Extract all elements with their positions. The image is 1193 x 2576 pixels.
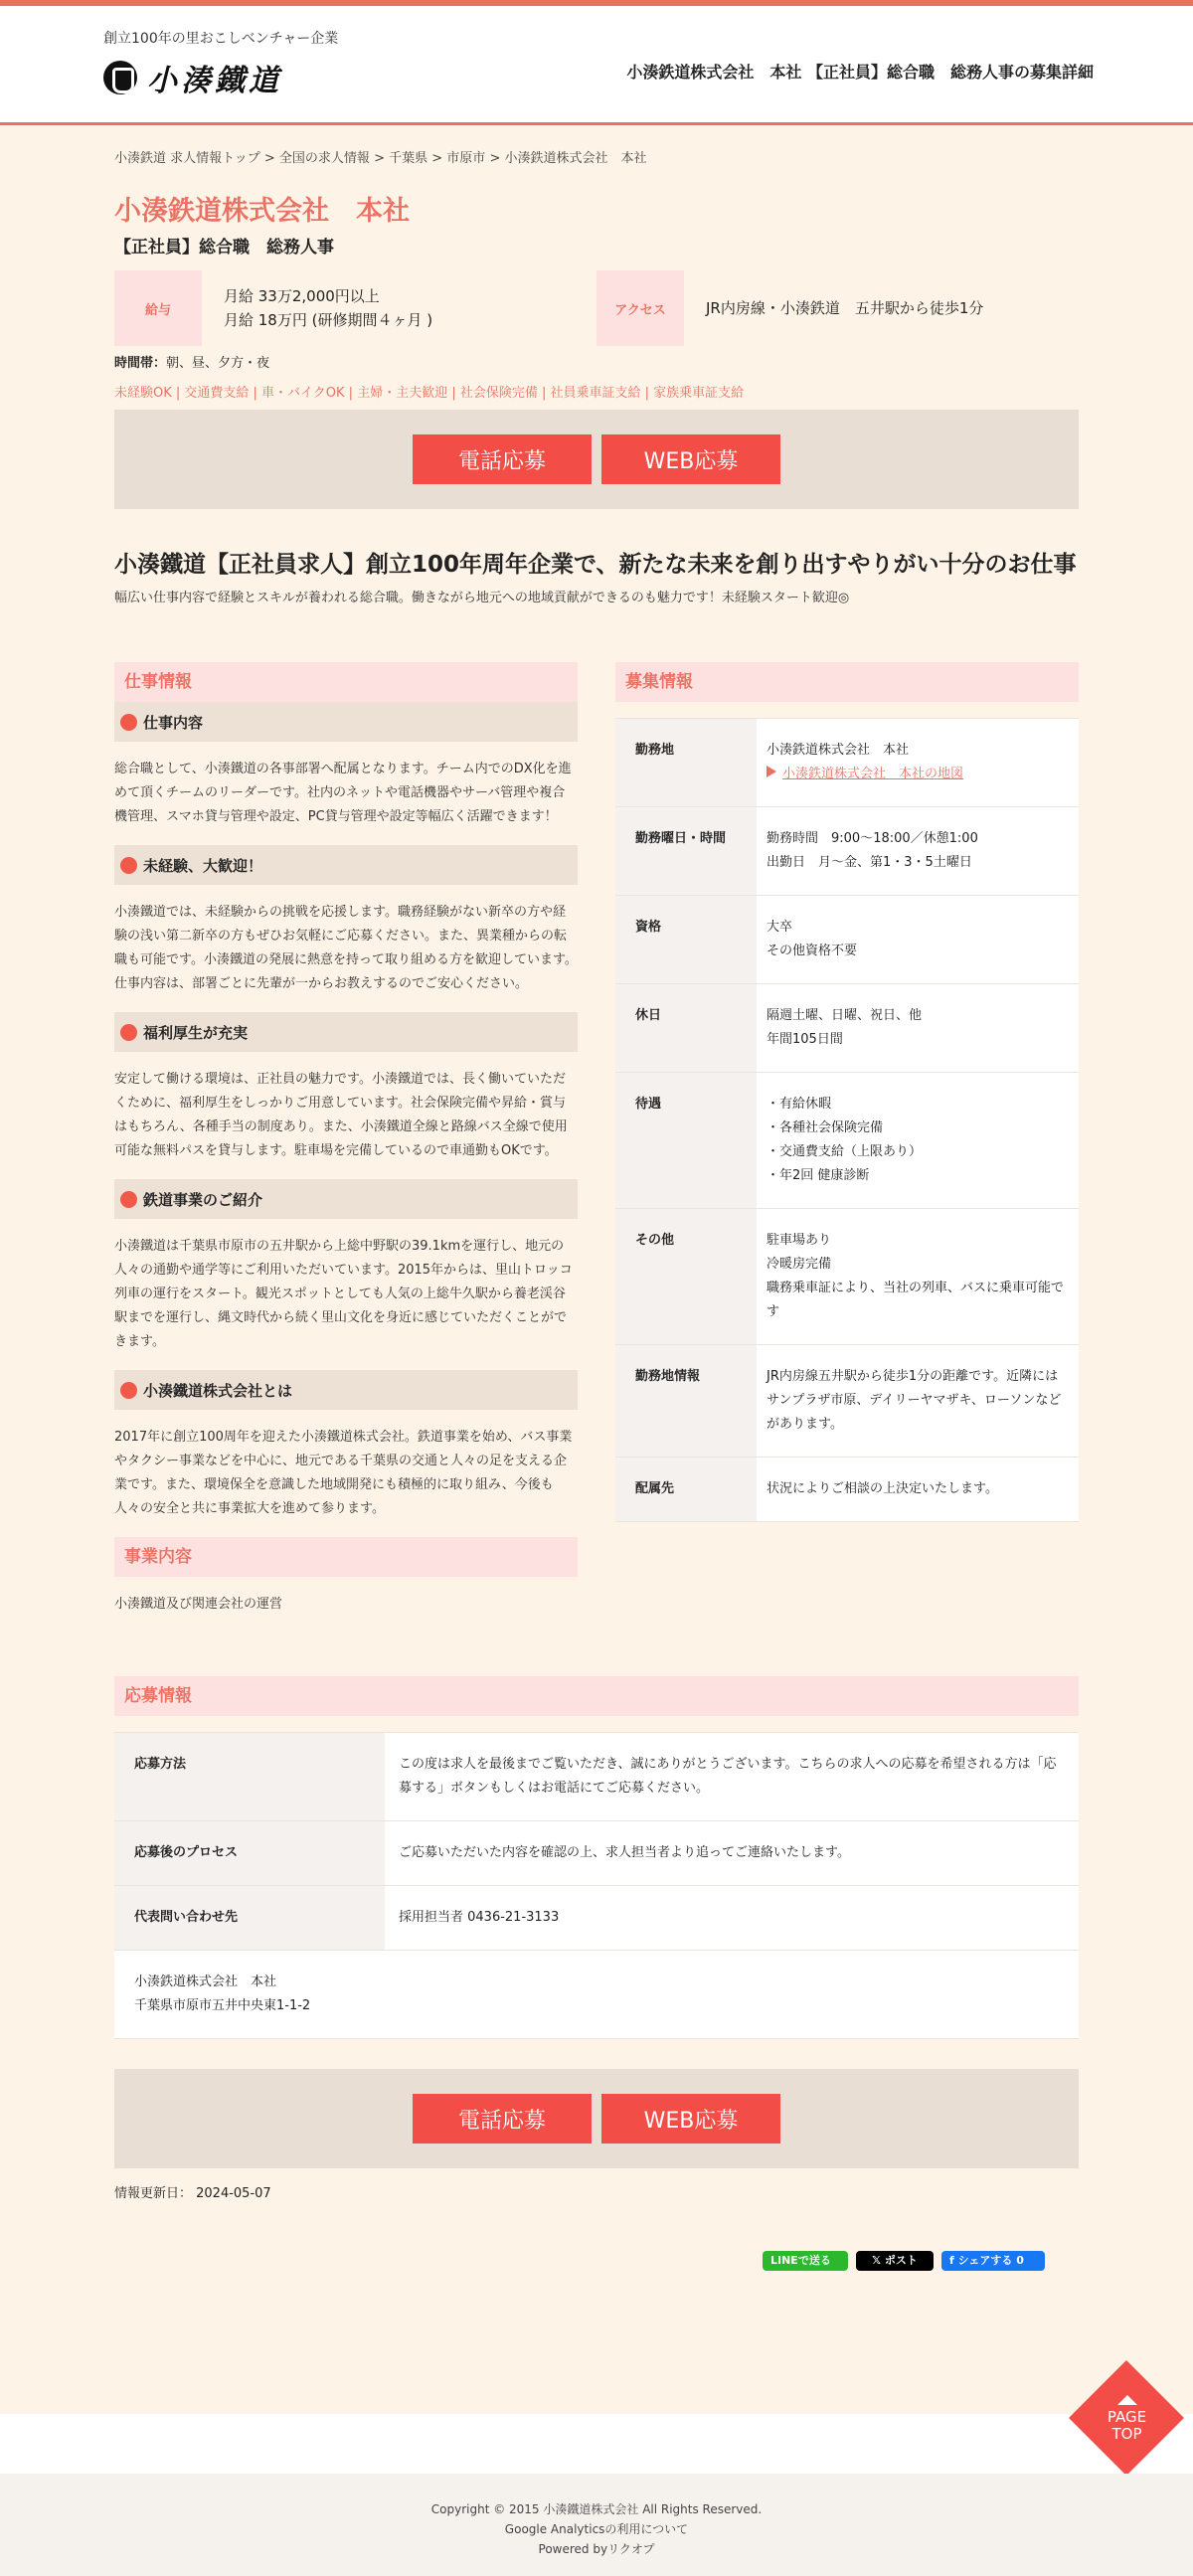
phone-apply-button[interactable]: 電話応募: [413, 2094, 592, 2144]
table-row: [615, 1072, 1079, 1208]
salary-line-1: 月給 33万2,000円以上: [224, 287, 380, 305]
footer-spacer: [0, 2414, 1193, 2474]
site-header: [0, 6, 1193, 125]
row-line: 小湊鉄道株式会社 本社: [767, 743, 910, 758]
breadcrumb-sep: >: [485, 151, 505, 166]
logo-text: 小湊鐵道: [147, 64, 282, 98]
page-top-label: [1070, 2395, 1184, 2443]
row-label: 配属先: [615, 1458, 757, 1521]
row-label: 勤務曜日・時間: [615, 807, 757, 895]
row-value: [757, 1458, 1079, 1521]
row-line: ・交通費支給（上限あり）: [767, 1144, 923, 1159]
recruit-info-column: [615, 662, 1079, 1632]
business-text: 小湊鐵道及び関連会社の運営: [114, 1597, 283, 1612]
job-title: 【正社員】総合職 総務人事: [114, 238, 334, 258]
company-address: [114, 1950, 1079, 2039]
row-label: 応募方法: [114, 1733, 385, 1820]
row-line: 冷暖房完備: [767, 1257, 832, 1272]
job-info-column: [114, 662, 578, 1632]
breadcrumb-top[interactable]: 小湊鉄道 求人情報トップ: [114, 151, 260, 166]
salary-line-2: 月給 18万円 (研修期間４ヶ月 ): [224, 311, 433, 329]
row-label: 資格: [615, 896, 757, 983]
bullet-dot-icon: [120, 1191, 137, 1208]
bullet-dot-icon: [120, 714, 137, 731]
map-link-label: 小湊鉄道株式会社 本社の地図: [782, 767, 964, 781]
apply-cta-top: [114, 410, 1079, 509]
section-heading: [114, 1370, 578, 1410]
table-row: [615, 1457, 1079, 1522]
breadcrumb-current: 小湊鉄道株式会社 本社: [504, 151, 647, 166]
row-value: 採用担当者 0436-21-3133: [385, 1886, 1079, 1950]
address-line-1: 小湊鉄道株式会社 本社: [134, 1975, 277, 1989]
job-headline: 小湊鐵道【正社員求人】創立100年周年企業で、新たな未来を創り出すやりがい十分のお仕事: [114, 552, 1077, 578]
row-line: ・年2回 健康診断: [767, 1168, 870, 1183]
web-apply-button[interactable]: WEB応募: [601, 2094, 780, 2144]
line-share-button[interactable]: LINEで送る: [763, 2251, 848, 2271]
breadcrumb-ichihara[interactable]: 市原市: [446, 151, 486, 166]
web-apply-button[interactable]: WEB応募: [601, 434, 780, 484]
header-tagline: 創立100年の里おこしベンチャー企業: [103, 31, 339, 47]
table-row: [615, 983, 1079, 1072]
triangle-right-icon: [767, 766, 776, 777]
job-subline: 幅広い仕事内容で経験とスキルが養われる総合職。働きながら地元への地域貢献ができるのも魅力です！未経験スタート歓迎◎: [114, 591, 850, 605]
access-label: アクセス: [596, 270, 684, 346]
footer-powered-by[interactable]: Powered byリクオプ: [538, 2542, 655, 2556]
row-line: JR内房線五井駅から徒歩1分の距離です。近隣にはサンプラザ市原、デイリーヤマザキ、ローソンなどがあります。: [767, 1369, 1062, 1432]
row-label: 応募後のプロセス: [114, 1821, 385, 1885]
row-label: 勤務地: [615, 719, 757, 806]
salary-label: 給与: [114, 270, 202, 346]
work-hours-value: 朝、昼、夕方・夜: [166, 356, 270, 371]
header-page-title: 小湊鉄道株式会社 本社 【正社員】総合職 総務人事の募集詳細: [626, 63, 1094, 82]
work-hours-label: 時間帯：: [114, 356, 167, 371]
table-row: [114, 1820, 1079, 1885]
row-label: 代表問い合わせ先: [114, 1886, 385, 1950]
row-line: 大卒: [767, 920, 793, 935]
section-heading: [114, 1179, 578, 1219]
row-value: [757, 719, 1079, 806]
table-row: [114, 1885, 1079, 1950]
job-info-heading: 仕事情報: [114, 662, 578, 702]
work-hours: [114, 352, 1079, 374]
section-title: 鉄道事業のご紹介: [143, 1190, 263, 1209]
section-text: 小湊鐵道は千葉県市原市の五井駅から上総中野駅の39.1kmを運行し、地元の人々の通勤や通学等にご利用いただいています。2015年からは、里山トロッコ列車の運行をスタート。観光スポットとしても人気の上総牛久駅から養老渓谷駅までを運行し、縄文時代から続く里山文化を身近に感じていただくことができます。: [114, 1239, 573, 1349]
section-text: 安定して働ける環境は、正社員の魅力です。小湊鐵道では、長く働いていただくために、福利厚生をしっかりご用意しています。社会保険完備や昇給・賞与はもちろん、各種手当の制度あり。また、小湊鐵道全線と路線バス全線で使用可能な無料パスを貸与します。駐車場を完備しているので車通勤もOKです。: [114, 1072, 568, 1158]
logo-emblem-icon: [103, 61, 137, 94]
row-label: 休日: [615, 984, 757, 1072]
feature-tags: 未経験OK | 交通費支給 | 車・バイクOK | 主婦・主夫歓迎 | 社会保険完備 | 社員乗車証支給 | 家族乗車証支給: [114, 386, 745, 401]
page-top-button[interactable]: [1070, 2361, 1184, 2476]
access-value: JR内房線・小湊鉄道 五井駅から徒歩1分: [706, 299, 984, 317]
row-line: 出勤日 月〜金、第1・3・5土曜日: [767, 855, 972, 870]
apply-table: [114, 1732, 1079, 2039]
breadcrumb: [114, 147, 1079, 167]
company-name: 小湊鉄道株式会社 本社: [114, 196, 410, 227]
address-line-2: 千葉県市原市五井中央東1-1-2: [134, 1998, 311, 2013]
row-label: 勤務地情報: [615, 1345, 757, 1457]
footer-copyright: Copyright © 2015 小湊鐵道株式会社 All Rights Reserved.: [430, 2502, 763, 2516]
row-value: [757, 984, 1079, 1072]
table-row: [615, 1208, 1079, 1344]
recruit-table: [615, 718, 1079, 1522]
row-value: ご応募いただいた内容を確認の上、求人担当者より追ってご連絡いたします。: [385, 1821, 1079, 1885]
row-line: 年間105日間: [767, 1032, 843, 1047]
row-line: ・有給休暇: [767, 1097, 832, 1112]
section-text: 2017年に創立100周年を迎えた小湊鐵道株式会社。鉄道事業を始め、バス事業やタクシー事業などを中心に、地元である千葉県の交通と人々の足を支える企業です。また、環境保全を意識した地域開発にも積極的に取り組み、今後も人々の安全と共に事業拡大を進めて参ります。: [114, 1430, 573, 1516]
section-text: 総合職として、小湊鐵道の各事部署へ配属となります。チーム内でのDX化を進めて頂くチームのリーダーです。社内のネットや電話機器やサーバ管理や複合機管理、スマホ貸与管理や設定、PC貸与管理や設定等幅広く活躍できます！: [114, 762, 572, 824]
facebook-share-button[interactable]: f シェアする 0: [941, 2251, 1045, 2271]
key-info: [114, 270, 1079, 346]
row-label: その他: [615, 1209, 757, 1344]
x-post-button[interactable]: 𝕏 ポスト: [856, 2251, 934, 2271]
table-row: [615, 718, 1079, 806]
arrow-up-icon: [1117, 2395, 1137, 2405]
table-row: [615, 1344, 1079, 1457]
business-heading: 事業内容: [114, 1537, 578, 1577]
section-title: 小湊鐵道株式会社とは: [143, 1381, 293, 1400]
row-value: [757, 896, 1079, 983]
section-title: 福利厚生が充実: [143, 1023, 249, 1042]
row-line: 勤務時間 9:00〜18:00／休憩1:00: [767, 831, 978, 846]
section-title: 仕事内容: [143, 713, 204, 732]
row-line: ・各種社会保険完備: [767, 1120, 884, 1135]
apply-info: [114, 1676, 1079, 2039]
row-line: 状況によりご相談の上決定いたします。: [767, 1481, 998, 1496]
breadcrumb-sep: >: [259, 151, 279, 166]
table-row: [114, 1732, 1079, 1820]
site-logo[interactable]: [103, 56, 282, 99]
apply-cta-bottom: [114, 2069, 1079, 2168]
apply-info-heading: 応募情報: [114, 1676, 1079, 1716]
page-top-line-2: TOP: [1111, 2425, 1142, 2443]
row-value: [757, 807, 1079, 895]
recruit-info-heading: 募集情報: [615, 662, 1079, 702]
breadcrumb-chiba[interactable]: 千葉県: [389, 151, 428, 166]
bullet-dot-icon: [120, 1024, 137, 1041]
breadcrumb-all-jobs[interactable]: 全国の求人情報: [278, 151, 370, 166]
updated-date: 情報更新日： 2024-05-07: [114, 2186, 271, 2201]
breadcrumb-sep: >: [369, 151, 390, 166]
row-value: この度は求人を最後までご覧いただき、誠にありがとうございます。こちらの求人への応募を希望される方は「応募する」ボタンもしくはお電話にてご応募ください。: [385, 1733, 1079, 1820]
breadcrumb-sep: >: [427, 151, 447, 166]
section-heading: [114, 845, 578, 885]
table-row: [615, 895, 1079, 983]
row-line: 職務乗車証により、当社の列車、バスに乗車可能です: [767, 1281, 1065, 1319]
share-buttons: [114, 2251, 1079, 2271]
row-value: [757, 1073, 1079, 1208]
bullet-dot-icon: [120, 857, 137, 874]
row-line: 駐車場あり: [767, 1233, 832, 1248]
salary-value: [202, 270, 432, 346]
footer-analytics-link[interactable]: Google Analyticsの利用について: [504, 2522, 689, 2536]
bullet-dot-icon: [120, 1382, 137, 1399]
site-footer: [0, 2474, 1193, 2576]
row-value: [757, 1345, 1079, 1457]
page-top-line-1: PAGE: [1107, 2408, 1147, 2426]
table-row: [615, 806, 1079, 895]
row-value: [757, 1209, 1079, 1344]
section-title: 未経験、大歓迎！: [143, 856, 263, 875]
section-text: 小湊鐵道では、未経験からの挑戦を応援します。職務経験がない新卒の方や経験の浅い第二新卒の方もぜひお気軽にご応募ください。また、異業種からの転職も可能です。小湊鐵道の発展に熱意を持って取り組める方を歓迎しています。仕事内容は、部署ごとに先輩が一からお教えするのでご安心ください。: [114, 905, 578, 991]
main-content: [114, 147, 1079, 2271]
row-line: 隔週土曜、日曜、祝日、他: [767, 1008, 923, 1023]
row-line: その他資格不要: [767, 944, 858, 958]
section-heading: [114, 1012, 578, 1052]
row-label: 待遇: [615, 1073, 757, 1208]
section-heading: [114, 702, 578, 742]
phone-apply-button[interactable]: 電話応募: [413, 434, 592, 484]
map-link[interactable]: [767, 767, 963, 781]
detail-columns: [114, 662, 1079, 1632]
